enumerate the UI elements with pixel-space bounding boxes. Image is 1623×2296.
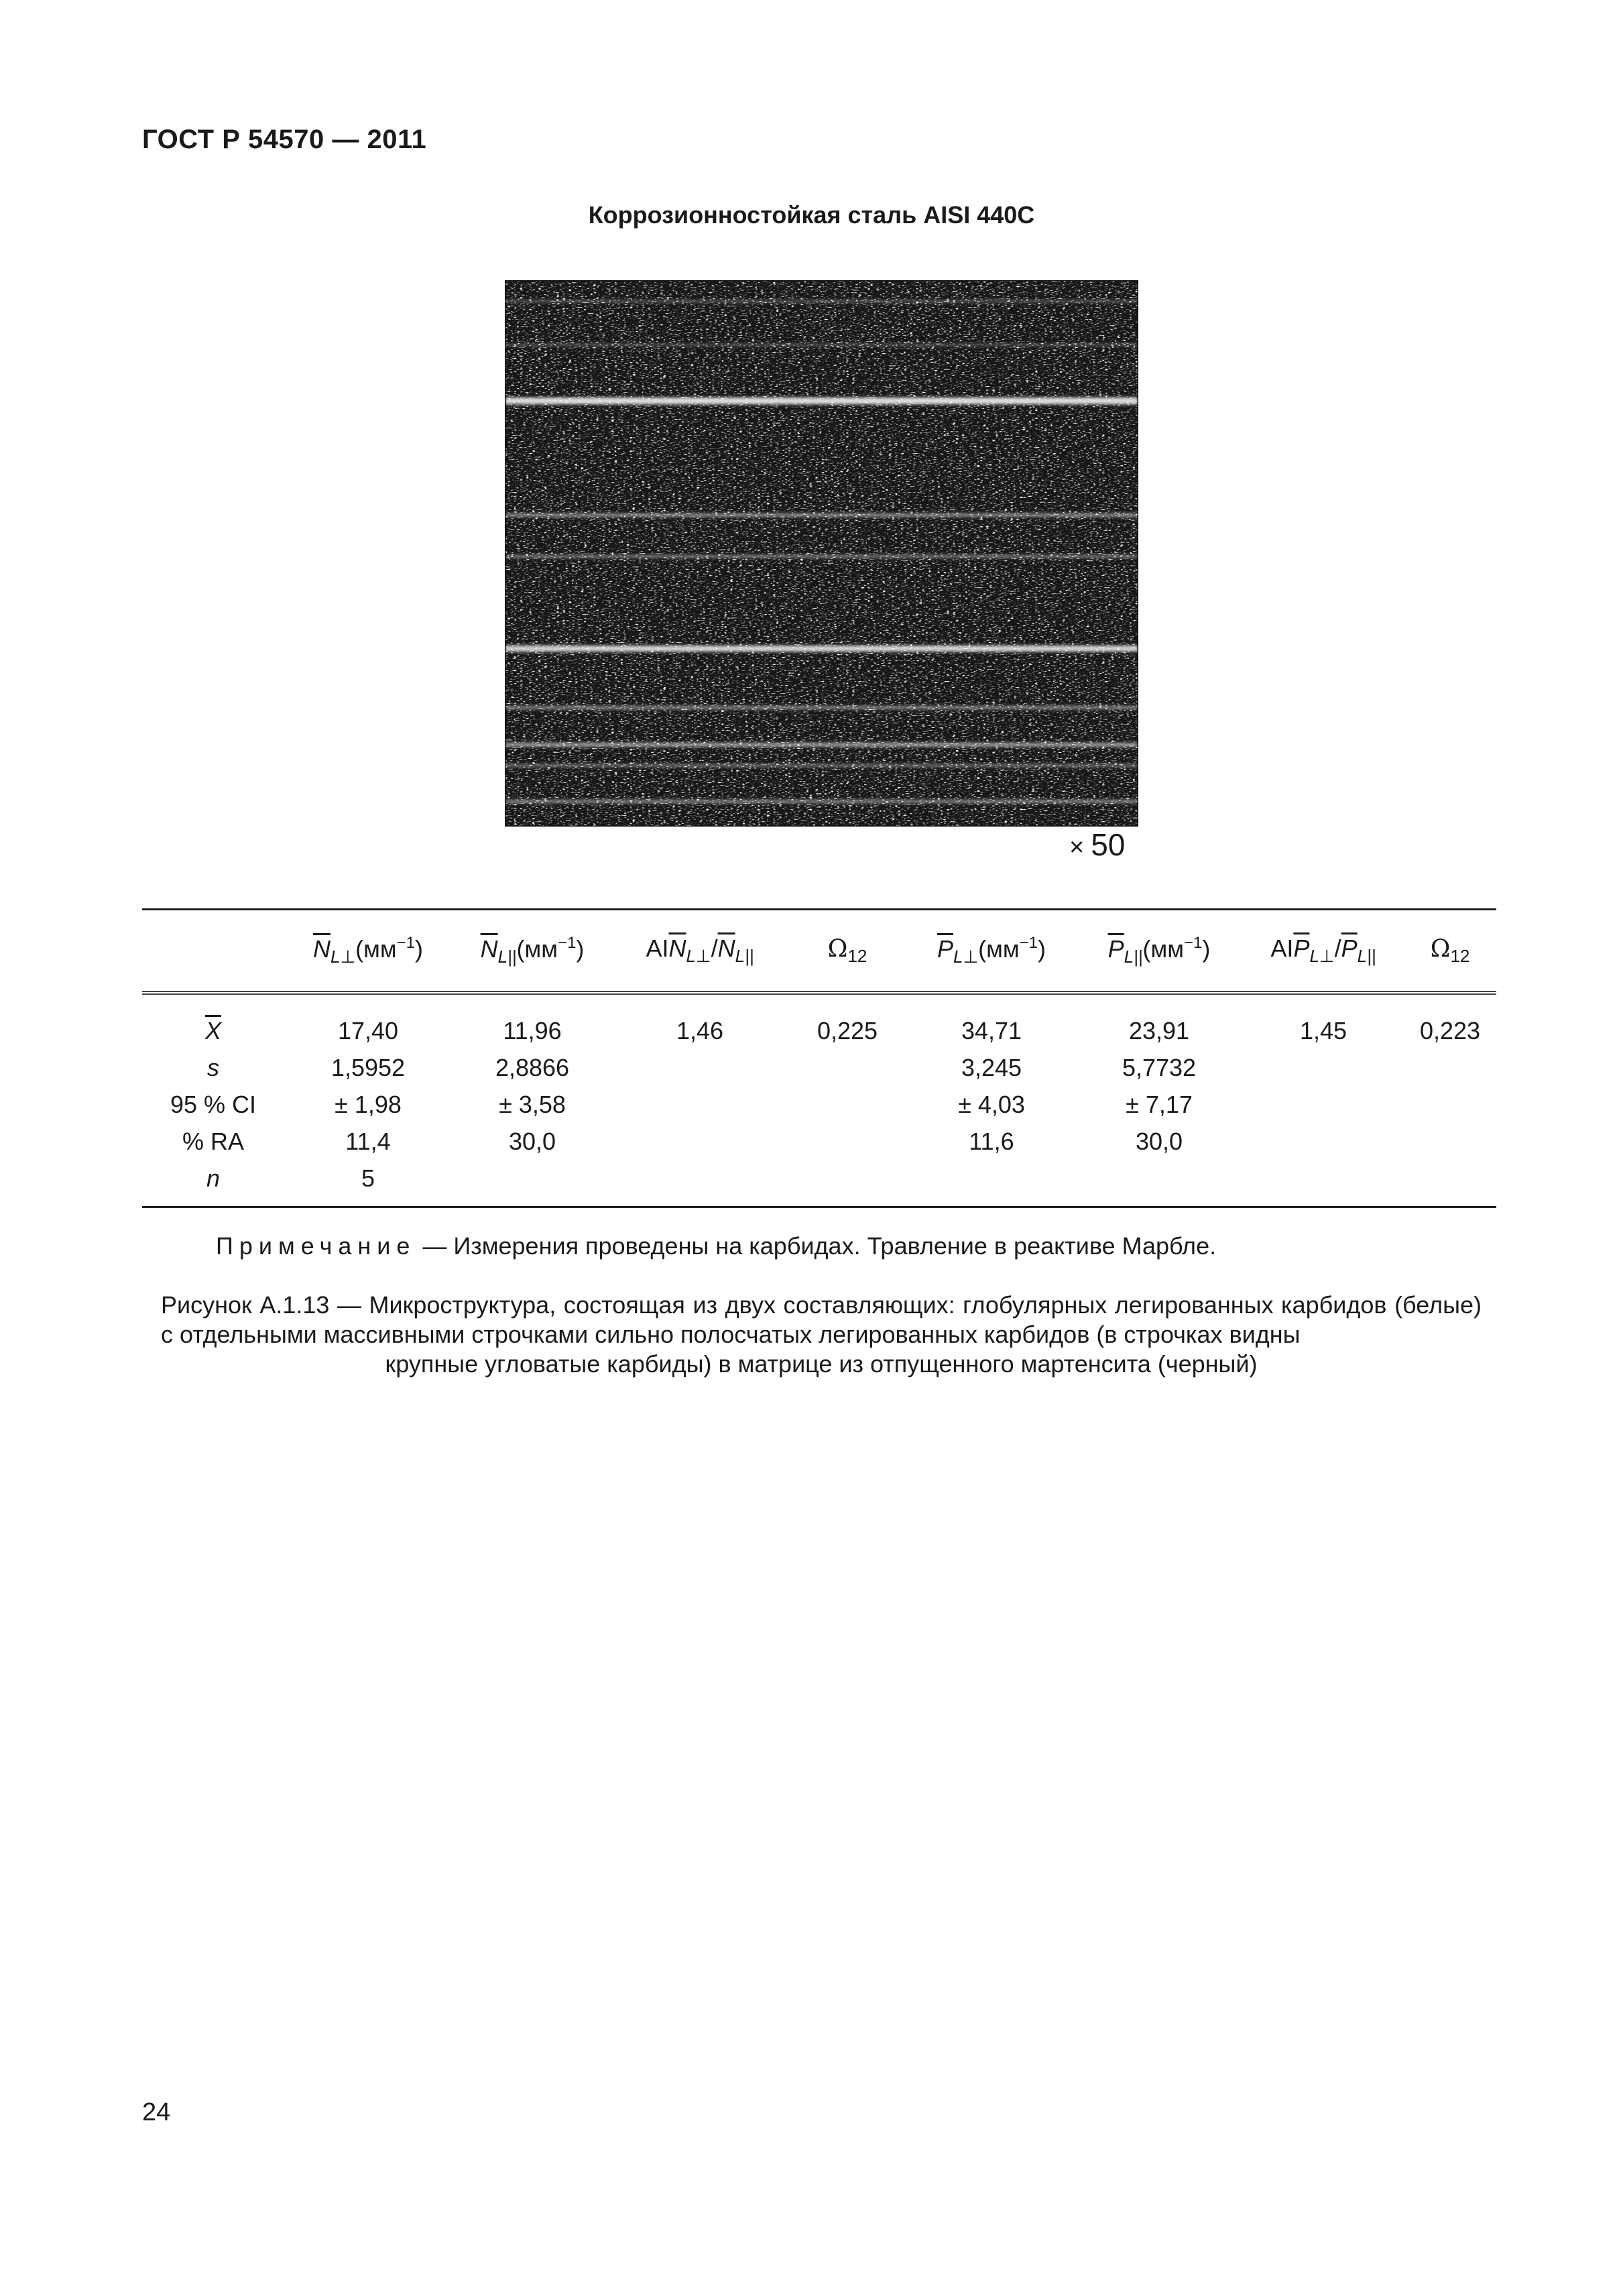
note-label: Примечание <box>216 1232 416 1260</box>
col-exponent: −1 <box>1184 934 1203 952</box>
col-subscript: L|| <box>497 947 517 967</box>
row-label: s <box>207 1053 219 1081</box>
table-cell <box>908 1160 1075 1207</box>
table-cell: 1,46 <box>676 1016 724 1044</box>
col-symbol: Ω <box>827 935 848 963</box>
col-unit: (мм <box>355 935 397 963</box>
table-cell: 1,45 <box>1299 1016 1347 1044</box>
table-cell: 5,7732 <box>1122 1053 1197 1081</box>
row-label: n <box>206 1164 221 1192</box>
table-cell: 3,245 <box>961 1053 1022 1081</box>
header-col <box>613 910 787 993</box>
col-symbol: $\overline{P}$ <box>937 935 954 963</box>
header-col <box>908 910 1075 993</box>
table-row <box>142 1160 1496 1207</box>
table-cell <box>1404 1049 1496 1086</box>
page-number: 24 <box>142 2098 171 2126</box>
table-cell: 30,0 <box>1135 1127 1183 1155</box>
col-close: ) <box>1202 935 1211 963</box>
col-slash: / <box>711 934 718 962</box>
col-unit: (мм <box>1142 935 1185 963</box>
table-cell: 23,91 <box>1128 1016 1190 1044</box>
table-cell <box>1404 1086 1496 1123</box>
figure-caption <box>161 1290 1482 1379</box>
table-header-row <box>142 910 1496 993</box>
col-close: ) <box>1038 935 1046 963</box>
table-cell <box>787 1123 908 1160</box>
table-cell: ± 3,58 <box>499 1090 566 1118</box>
col-close: ) <box>414 935 423 963</box>
col-subscript: L|| <box>1357 946 1376 966</box>
col-prefix: AI <box>646 934 669 962</box>
table-row <box>142 1123 1496 1160</box>
col-symbol: $\overline{N}$ <box>313 935 330 963</box>
row-label: $\overline{X}$ <box>204 1016 221 1044</box>
table-cell <box>1243 1123 1404 1160</box>
table-cell: ± 1,98 <box>335 1090 402 1118</box>
col-subscript: 12 <box>1450 946 1470 966</box>
col-symbol: Ω <box>1430 935 1451 963</box>
table-cell: 11,96 <box>503 1016 562 1044</box>
header-col <box>452 910 613 993</box>
col-subscript: 12 <box>847 946 867 966</box>
figure-title: Коррозионностойкая сталь AISI 440С <box>588 201 1035 229</box>
col-symbol: $\overline{N}$ <box>668 934 686 962</box>
table-cell: 30,0 <box>508 1127 556 1155</box>
col-subscript: L|| <box>735 946 754 966</box>
table-cell <box>787 1049 908 1086</box>
caption-text: Рисунок А.1.13 — Микроструктура, состоящая из двух составляющих: глобулярных легированных карбидов (белые) с отдельными массивными строчками сильно полосчатых легированных карбидов (в строчках видны <box>161 1291 1482 1348</box>
table-cell: 11,6 <box>969 1127 1014 1155</box>
table-cell <box>1404 1160 1496 1207</box>
col-unit: (мм <box>978 935 1020 963</box>
table-cell: ± 7,17 <box>1126 1090 1193 1118</box>
col-subscript: L⊥ <box>330 947 356 967</box>
col-symbol: $\overline{P}$ <box>1293 934 1310 962</box>
col-symbol: $\overline{P}$ <box>1341 934 1358 962</box>
table-cell <box>452 1160 613 1207</box>
table-cell <box>1243 1086 1404 1123</box>
caption-last-line: крупные угловатые карбиды) в матрице из отпущенного мартенсита (черный) <box>385 1350 1258 1378</box>
multiply-sign: × <box>1069 833 1085 861</box>
magnification-label <box>1069 827 1125 863</box>
col-exponent: −1 <box>396 934 415 952</box>
col-subscript: L⊥ <box>686 946 711 966</box>
row-label: 95 % CI <box>170 1090 257 1118</box>
micrograph-image <box>505 280 1138 827</box>
col-subscript: L|| <box>1124 947 1143 967</box>
col-exponent: −1 <box>558 934 577 952</box>
col-close: ) <box>576 935 585 963</box>
header-col <box>1404 910 1496 993</box>
table-cell: 0,223 <box>1419 1016 1481 1044</box>
col-exponent: −1 <box>1019 934 1038 952</box>
table-cell <box>1075 1160 1243 1207</box>
table-cell: 5 <box>361 1164 375 1192</box>
table-cell: 2,8866 <box>495 1053 570 1081</box>
note-text: — Измерения проведены на карбидах. Травление в реактиве Марбле. <box>416 1232 1217 1260</box>
table-row <box>142 993 1496 1049</box>
table-cell: ± 4,03 <box>958 1090 1025 1118</box>
header-col <box>787 910 908 993</box>
table-cell <box>613 1160 787 1207</box>
table-cell <box>1243 1049 1404 1086</box>
table-cell <box>613 1049 787 1086</box>
table-cell: 17,40 <box>337 1016 399 1044</box>
table-cell <box>1243 1160 1404 1207</box>
col-subscript: L⊥ <box>1309 946 1335 966</box>
col-symbol: $\overline{N}$ <box>480 935 498 963</box>
col-symbol: $\overline{N}$ <box>717 934 735 962</box>
table-row <box>142 1049 1496 1086</box>
col-subscript: L⊥ <box>953 947 979 967</box>
table-cell <box>613 1123 787 1160</box>
table-cell <box>613 1086 787 1123</box>
table-cell <box>787 1086 908 1123</box>
table-row <box>142 1086 1496 1123</box>
table-cell: 0,225 <box>817 1016 878 1044</box>
table-cell: 34,71 <box>961 1016 1022 1044</box>
magnification-value: 50 <box>1091 827 1126 862</box>
col-symbol: $\overline{P}$ <box>1107 935 1124 963</box>
header-col <box>1075 910 1243 993</box>
table-cell <box>787 1160 908 1207</box>
document-header: ГОСТ Р 54570 — 2011 <box>142 125 427 154</box>
note <box>216 1232 1216 1260</box>
header-empty <box>142 910 284 993</box>
table-cell: 11,4 <box>345 1127 391 1155</box>
header-col <box>1243 910 1404 993</box>
col-slash: / <box>1334 934 1341 962</box>
col-prefix: AI <box>1270 934 1294 962</box>
header-col <box>284 910 452 993</box>
row-label: % RA <box>182 1127 245 1155</box>
col-unit: (мм <box>516 935 558 963</box>
table-cell: 1,5952 <box>330 1053 406 1081</box>
measurements-table <box>142 908 1496 1208</box>
table-cell <box>1404 1123 1496 1160</box>
